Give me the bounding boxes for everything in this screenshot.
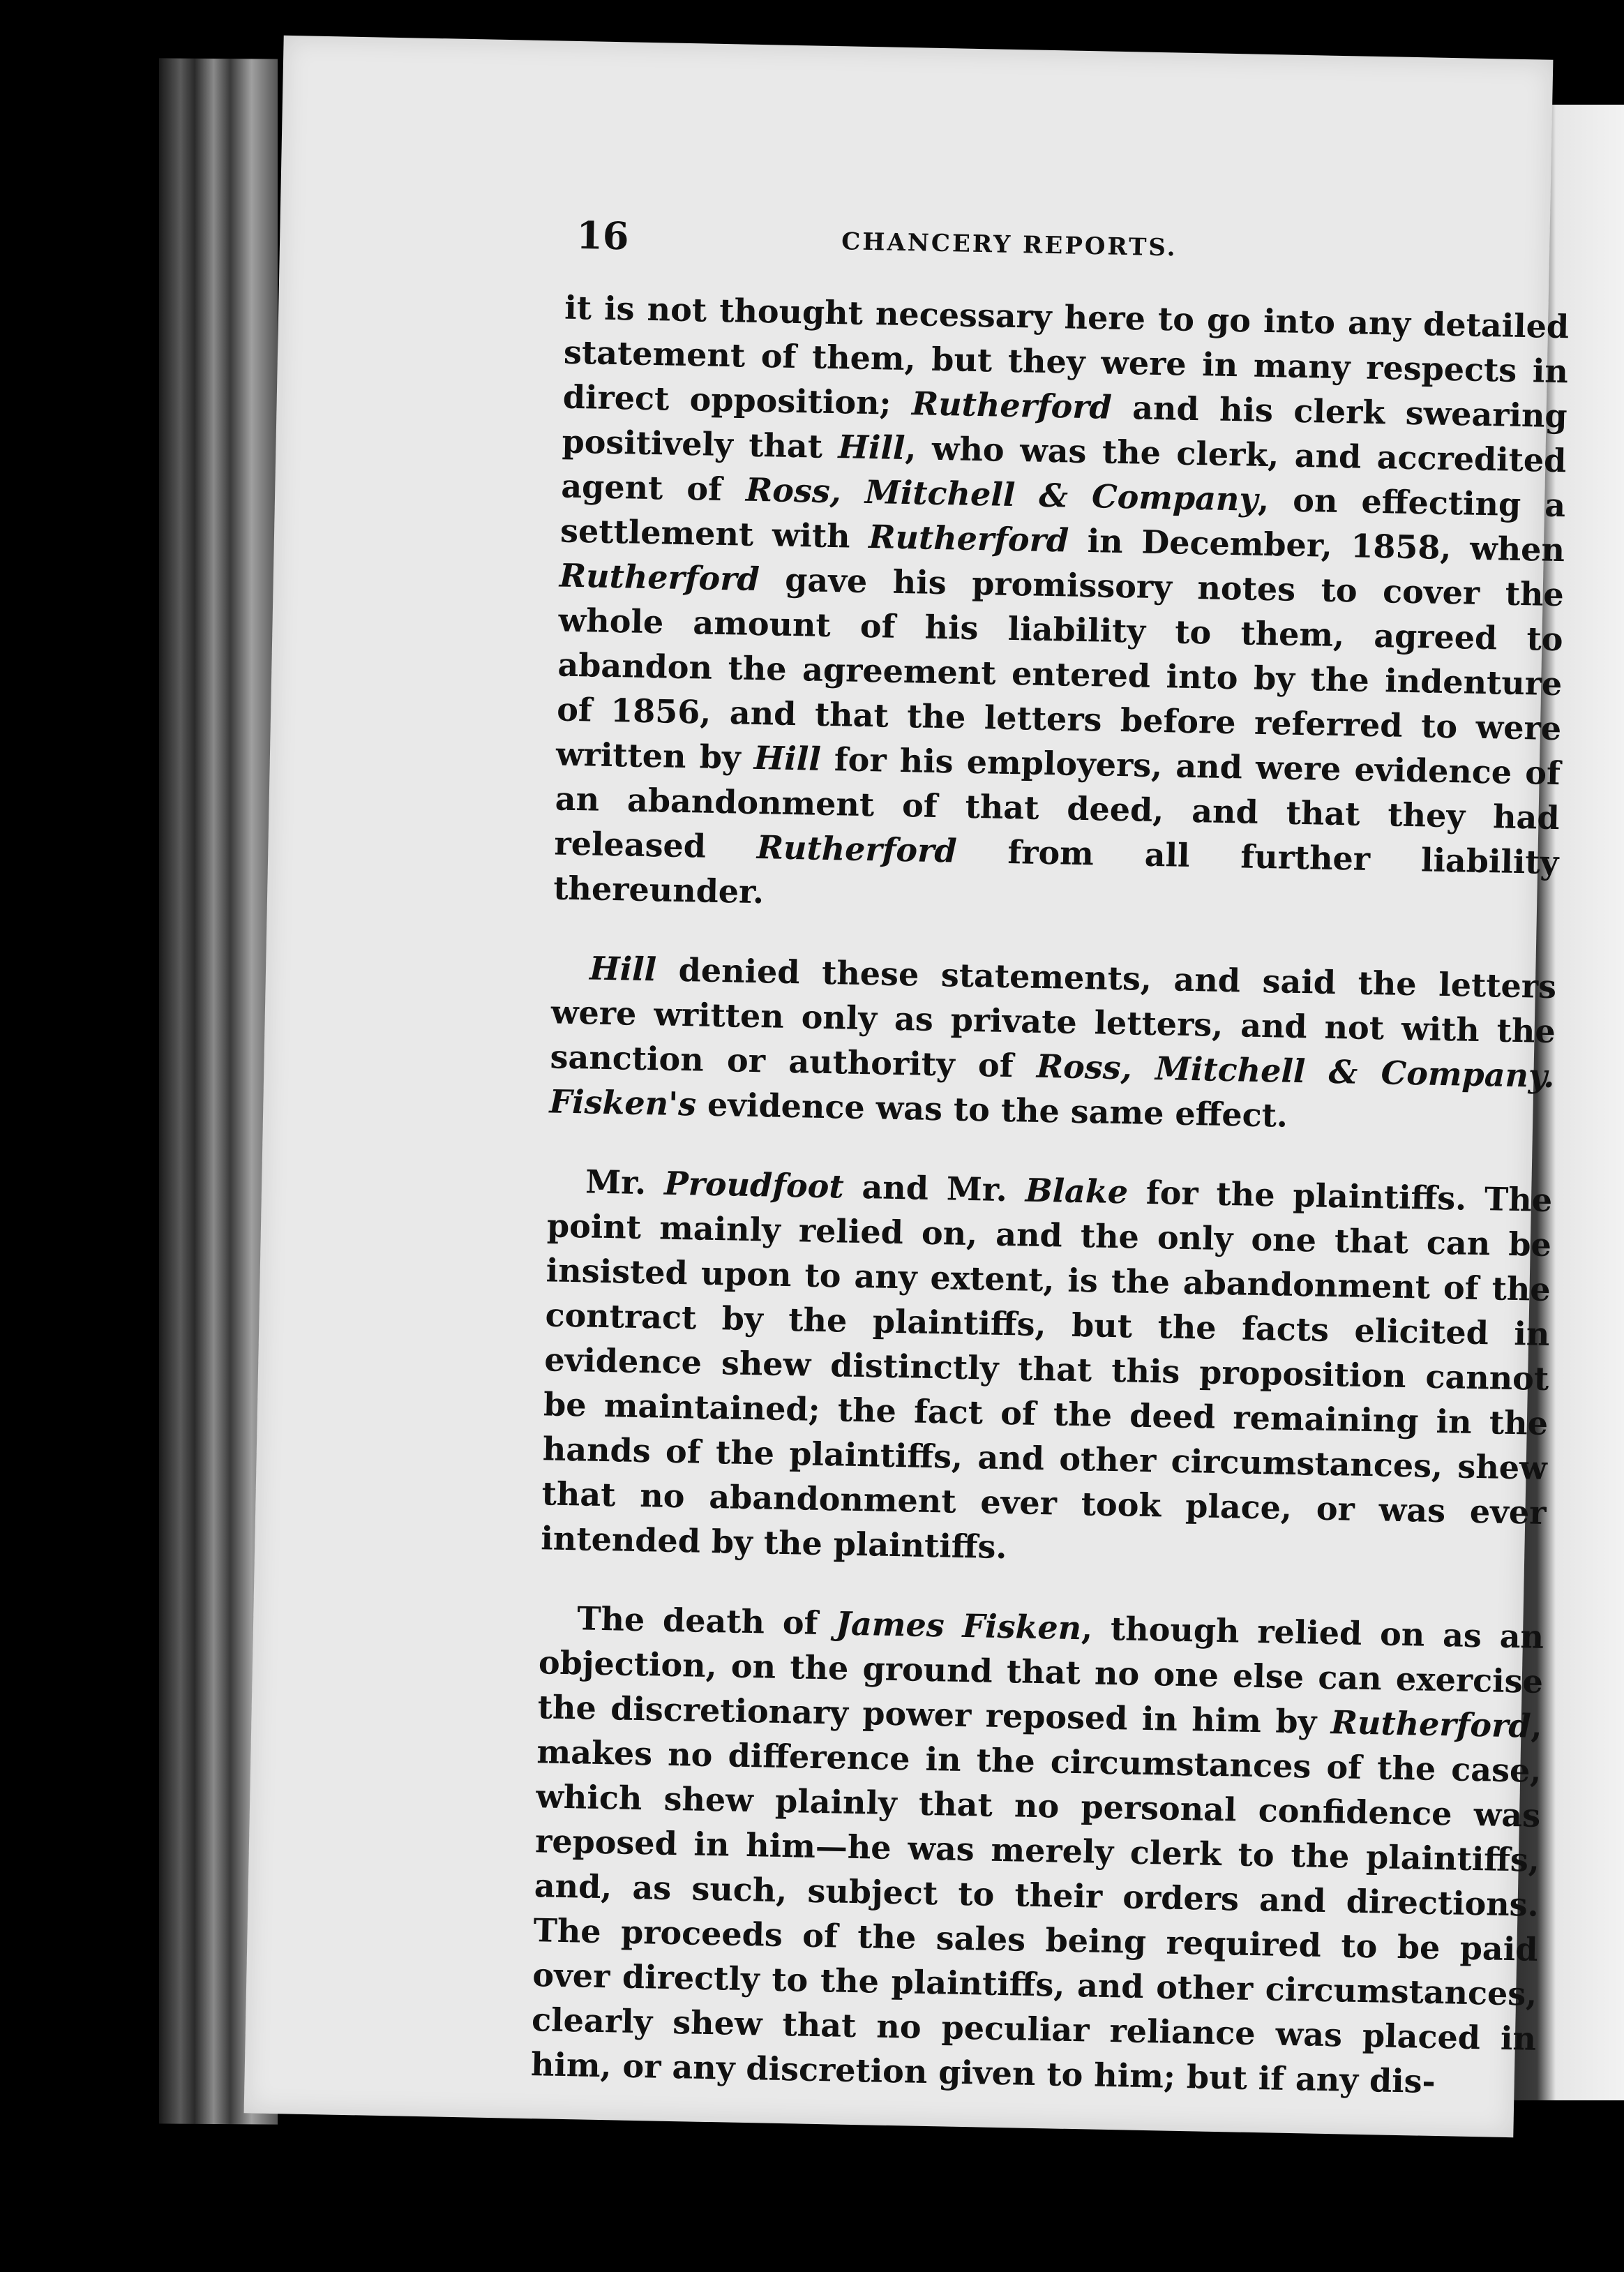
text-run: , though relied on as an objection, on the ground that no one else can exercise the discretionary power reposed in him by xyxy=(537,1609,1544,1742)
italic-name: Ross, Mitchell & Company xyxy=(745,470,1258,518)
text-run: in December, 1858, when xyxy=(1068,521,1565,569)
paragraph-1 xyxy=(553,285,1570,929)
italic-name: Rutherford xyxy=(756,828,958,870)
text-run: from all further liability thereunder. xyxy=(552,832,1559,911)
italic-name: Hill xyxy=(838,428,905,468)
text-run: , makes no difference in the circumstances of the case, which shew plainly that no personal confidence was reposed in him—he was merely clerk to the plaintiffs, and, as such, subject to their orders and directions. The proceeds of the sales being required to be paid over directly to the plaintiffs, and other circumstances, clearly shew that no peculiar reliance was placed in him, or any discretion given to him; but if any dis- xyxy=(530,1707,1543,2101)
text-run: and Mr. xyxy=(843,1167,1026,1209)
text-run: , on effecting a settlement with xyxy=(559,480,1566,556)
body-text xyxy=(529,285,1569,2141)
text-run: gave his promissory notes to cover the whole amount of his liability to them, agreed to abandon the agreement entered into by the indenture of 1856, and that the letters before referred to were written by xyxy=(555,560,1565,777)
running-head: CHANCERY REPORTS. xyxy=(841,227,1178,262)
page-header xyxy=(576,213,1539,287)
page-number: 16 xyxy=(576,212,630,259)
italic-name: Hill xyxy=(753,738,822,778)
italic-name: Rutherford xyxy=(559,556,760,599)
paragraph-2 xyxy=(549,945,1557,1143)
text-run: The death of xyxy=(576,1599,836,1643)
text-run: Mr. xyxy=(585,1163,665,1202)
book-page xyxy=(244,36,1570,2137)
italic-name: Rutherford xyxy=(911,384,1113,426)
text-run: it is not thought necessary here to go into any detailed statement of them, but they were in many respects in direct opposition; xyxy=(562,288,1570,423)
italic-name: Rutherford xyxy=(868,518,1069,560)
text-run: for the plaintiffs. The point mainly relied on, and the only one that can be insisted upon to any extent, is the abandonment of the contract by the plaintiffs, but the facts elicited in evidence shew distinctly that this proposition cannot be maintained; the fact of the deed remaining in the hands of the plaintiffs, and other circumstances, shew that no abandonment ever took place, or was ever intended by the plaintiffs. xyxy=(540,1173,1553,1567)
italic-name: Proudfoot xyxy=(663,1164,845,1206)
text-run: , who was the clerk, and accredited agent of xyxy=(560,429,1567,509)
italic-name: Blake xyxy=(1025,1171,1129,1211)
text-run: evidence was to the same effect. xyxy=(696,1085,1288,1135)
text-run: denied these statements, and said the letters were written only as private letters, and not with the sanction or authority of xyxy=(550,950,1557,1085)
italic-name: Hill xyxy=(589,949,657,989)
text-run: for his employers, and were evidence of an abandonment of that deed, and that they had released xyxy=(554,740,1561,867)
text-run: and his clerk swearing positively that xyxy=(562,388,1568,466)
italic-name: Rutherford xyxy=(1330,1703,1532,1745)
italic-name: Ross, Mitchell & Company. Fisken's xyxy=(548,1047,1555,1123)
paragraph-3 xyxy=(541,1158,1553,1580)
italic-name: James Fisken xyxy=(835,1604,1082,1647)
paragraph-4 xyxy=(530,1595,1544,2106)
